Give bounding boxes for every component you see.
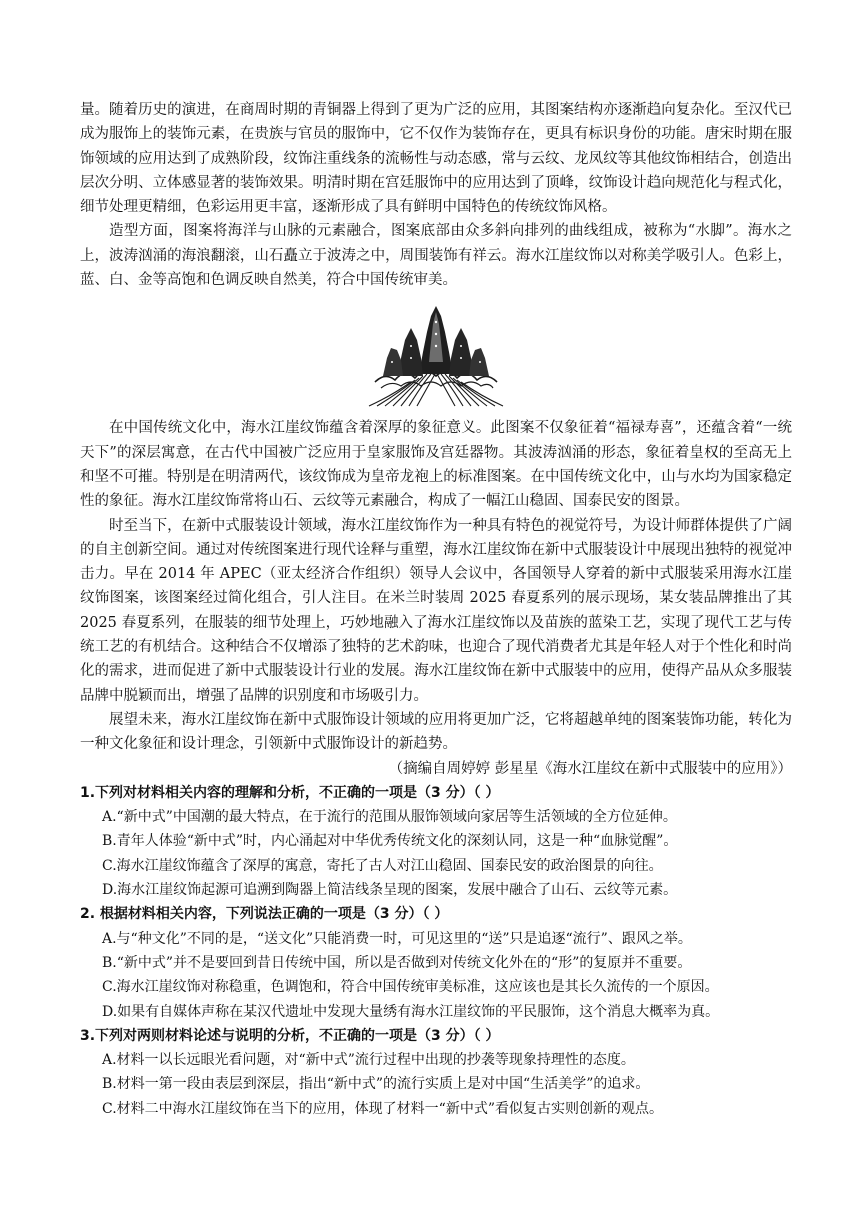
paragraph-shape: 造型方面，图案将海洋与山脉的元素融合，图案底部由众多斜向排列的曲线组成，被称为“水脚”。海水之上，波涛汹涌的海浪翻滚，山石矗立于波涛之中，周围装饰有祥云。海水江崖纹饰以对称美学吸引人。色彩上，蓝、白、金等高饱和色调反映自然美，符合中国传统审美。: [80, 223, 792, 289]
option-b: B.材料一第一段由表层到深层，指出“新中式”的流行实质上是对中国“生活美学”的追求。: [102, 1076, 650, 1093]
question-1: [80, 781, 792, 902]
question-3: [80, 1024, 792, 1121]
paragraph-modern-design: 时至当下，在新中式服装设计领域，海水江崖纹饰作为一种具有特色的视觉符号，为设计师群体提供了广阔的自主创新空间。通过对传统图案进行现代诠释与重塑，海水江崖纹饰在新中式服装设计中展现出独特的视觉冲击力。早在 2014 年 APEC（亚太经济合作组织）领导人会议中，各国领导人穿着的新中式服装采用海水江崖纹饰图案，该图案经过简化组合，引人注目。在米兰时装周 2025 春夏系列的展示现场，某女装品牌推出了其 2025 春夏系列，在服装的细节处理上，巧妙地融入了海水江崖纹饰以及苗族的蓝染工艺，实现了现代工艺与传统工艺的有机结合。这种结合不仅增添了独特的艺术韵味，也迎合了现代消费者尤其是年轻人对于个性化和时尚化的需求，进而促进了新中式服装设计行业的发展。海水江崖纹饰在新中式服装中的应用，使得产品从众多服装品牌中脱颖而出，增强了品牌的识别度和市场吸引力。: [80, 517, 792, 704]
option-b: B.“新中式”并不是要回到昔日传统中国，所以是否做到对传统文化外在的“形”的复原并不重要。: [102, 954, 692, 971]
question-stem: 2. 根据材料相关内容，下列说法正确的一项是（3 分）（ ）: [80, 906, 449, 923]
option-d: D.如果有自媒体声称在某汉代遗址中发现大量绣有海水江崖纹饰的平民服饰，这个消息大概率为真。: [102, 1003, 720, 1020]
option-b: B.青年人体验“新中式”时，内心涌起对中华优秀传统文化的深刻认同，这是一种“血脉觉醒”。: [102, 833, 678, 850]
option-c: C.材料二中海水江崖纹饰在当下的应用，体现了材料一“新中式”看似复古实则创新的观点。: [102, 1100, 663, 1117]
option-d: D.海水江崖纹饰起源可追溯到陶器上简洁线条呈现的图案，发展中融合了山石、云纹等元素。: [102, 882, 678, 899]
option-a: A.材料一以长远眼光看问题，对“新中式”流行过程中出现的抄袭等现象持理性的态度。: [102, 1052, 635, 1069]
option-c: C.海水江崖纹饰对称稳重，色调饱和，符合中国传统审美标准，这应该也是其长久流传的一个原因。: [102, 979, 719, 996]
question-2: [80, 902, 792, 1023]
option-a: A.“新中式”中国潮的最大特点，在于流行的范围从服饰领域向家居等生活领域的全方位延伸。: [102, 809, 677, 826]
paragraph-history: 量。随着历史的演进，在商周时期的青铜器上得到了更为广泛的应用，其图案结构亦逐渐趋向复杂化。至汉代已成为服饰上的装饰元素，在贵族与官员的服饰中，它不仅作为装饰存在，更具有标识身份的功能。唐宋时期在服饰领域的应用达到了成熟阶段，纹饰注重线条的流畅性与动态感，常与云纹、龙凤纹等其他纹饰相结合，创造出层次分明、立体感显著的装饰效果。明清时期在宫廷服饰中的应用达到了顶峰，纹饰设计趋向规范化与程式化，细节处理更精细，色彩运用更丰富，逐渐形成了具有鲜明中国特色的传统纹饰风格。: [80, 102, 792, 216]
option-c: C.海水江崖纹饰蕴含了深厚的寓意，寄托了古人对江山稳固、国泰民安的政治图景的向往。: [102, 857, 663, 874]
question-stem: 1.下列对材料相关内容的理解和分析，不正确的一项是（3 分）（ ）: [80, 784, 500, 801]
paragraph-symbolism: 在中国传统文化中，海水江崖纹饰蕴含着深厚的象征意义。此图案不仅象征着“福禄寿喜”，还蕴含着“一统天下”的深层寓意，在古代中国被广泛应用于皇家服饰及宫廷器物。其波涛汹涌的形态，象征着皇权的至高无上和坚不可摧。特别是在明清两代，该纹饰成为皇帝龙袍上的标准图案。在中国传统文化中，山与水均为国家稳定性的象征。海水江崖纹饰常将山石、云纹等元素融合，构成了一幅江山稳固、国泰民安的图景。: [80, 420, 792, 510]
pattern-figure: [80, 302, 792, 408]
source-citation: （摘编自周婷婷 彭星星《海水江崖纹在新中式服装中的应用》）: [388, 760, 792, 777]
option-a: A.与“种文化”不同的是，“送文化”只能消费一时，可见这里的“送”只是追逐“流行”、跟风之举。: [102, 930, 692, 947]
document-page: [80, 98, 792, 1121]
paragraph-outlook: 展望未来，海水江崖纹饰在新中式服饰设计领域的应用将更加广泛，它将超越单纯的图案装饰功能，转化为一种文化象征和设计理念，引领新中式服饰设计的新趋势。: [80, 711, 792, 753]
haishui-jiangya-pattern-image: [361, 302, 511, 408]
question-stem: 3.下列对两则材料论述与说明的分析，不正确的一项是（3 分）（ ）: [80, 1027, 500, 1044]
